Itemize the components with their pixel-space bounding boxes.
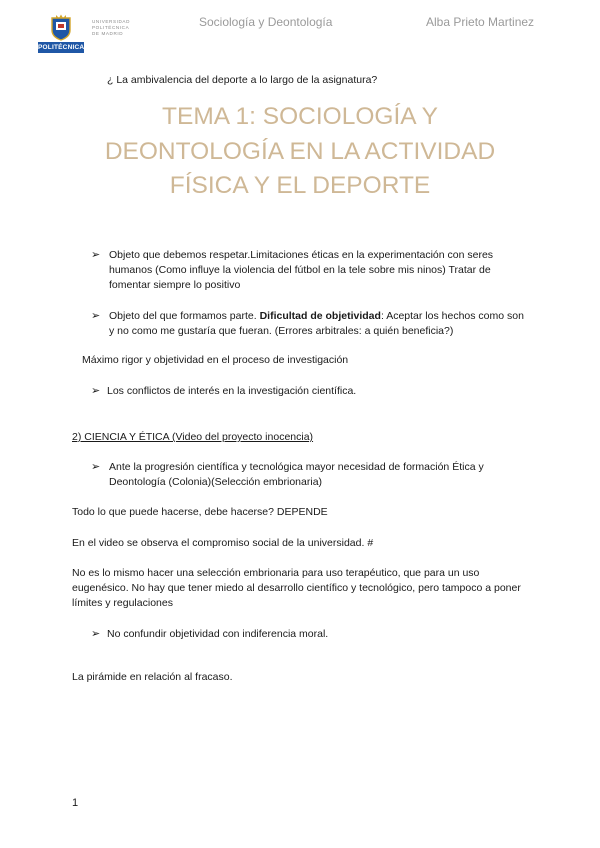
bullet-arrow-icon: ➢ [91, 385, 101, 397]
list-item [109, 309, 529, 339]
paragraph: La pirámide en relación al fracaso. [72, 671, 233, 683]
intro-question: ¿ La ambivalencia del deporte a lo largo de la asignatura? [107, 74, 378, 86]
paragraph: Todo lo que puede hacerse, debe hacerse? DEPENDE [72, 506, 328, 518]
list-item-lead: Objeto del que formamos parte. [109, 310, 260, 322]
list-item: Objeto que debemos respetar.Limitaciones éticas en la experimentación con seres humanos (Como influye la violencia del fútbol en la tele sobre mis ninos) Tratar de fomentar siempre lo positivo [109, 249, 494, 292]
list-item-rest: : Aceptar los hechos como son y no como me gustaría que fueran. (Errores arbitrales: a quién beneficia?) [109, 310, 524, 338]
paragraph: Máximo rigor y objetividad en el proceso de investigación [82, 354, 349, 366]
bullet-arrow-icon: ➢ [91, 249, 101, 261]
title-line: TEMA 1: SOCIOLOGÍA Y [162, 103, 438, 130]
header-author: Alba Prieto Martinez [426, 15, 535, 29]
crest-icon [46, 14, 76, 41]
list-item-emphasis: Dificultad de objetividad [259, 310, 381, 322]
section-heading: 2) CIENCIA Y ÉTICA (Video del proyecto inocencia) [72, 431, 314, 443]
list-item: Los conflictos de interés en la investigación científica. [107, 385, 357, 397]
title-line: DEONTOLOGÍA EN LA ACTIVIDAD [104, 137, 496, 165]
header-doc-title: Sociología y Deontología [199, 15, 333, 29]
title-line: FÍSICA Y EL DEPORTE [169, 172, 431, 199]
university-line: DE MADRID [92, 31, 124, 36]
paragraph: No es lo mismo hacer una selección embrionaria para uso terapéutico, que para un uso eugenésico. No hay que tener miedo al desarrollo científico y tecnológico, pero tampoco a poner límites y regulaciones [72, 567, 521, 610]
university-line: POLITÉCNICA [92, 25, 130, 30]
page-number: 1 [72, 797, 79, 809]
list-item: Ante la progresión científica y tecnológica mayor necesidad de formación Ética y Deontología (Colonia)(Selección embrionaria) [109, 461, 484, 489]
logo-band: POLITÉCNICA [38, 44, 85, 51]
bullet-arrow-icon: ➢ [91, 461, 101, 473]
list-item: No confundir objetividad con indiferencia moral. [107, 628, 329, 640]
bullet-arrow-icon: ➢ [91, 310, 101, 322]
page-title [60, 100, 540, 204]
bullet-arrow-icon: ➢ [91, 628, 101, 640]
upm-logo [38, 14, 84, 54]
university-name [92, 19, 162, 37]
paragraph: En el video se observa el compromiso social de la universidad. # [72, 537, 374, 549]
university-line: UNIVERSIDAD [92, 19, 130, 24]
